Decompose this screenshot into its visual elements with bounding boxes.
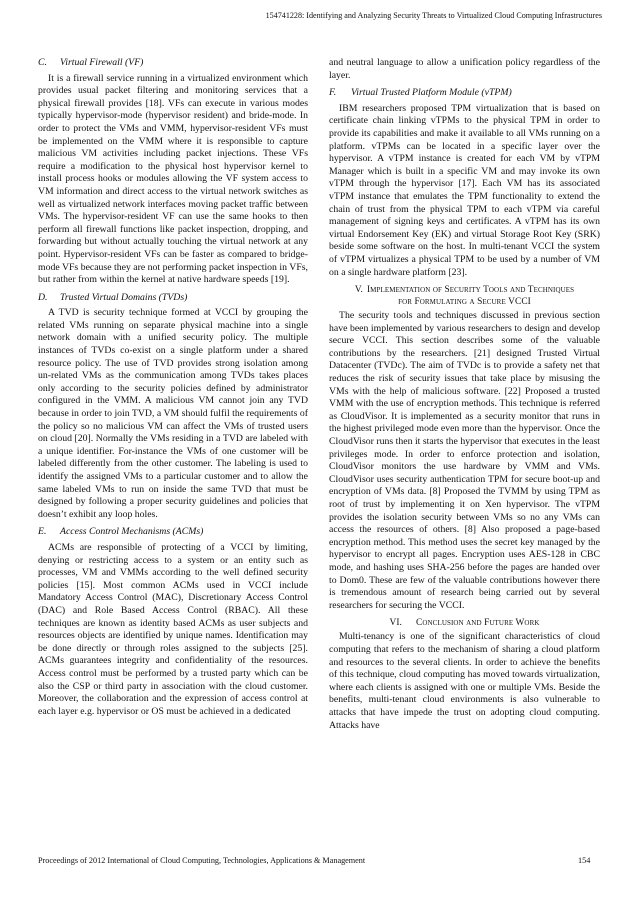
subsection-heading-vf [38, 57, 308, 70]
section-number: VI. [389, 618, 403, 629]
subsection-title: Virtual Trusted Platform Module (vTPM) [351, 87, 512, 99]
subsection-label: F. [329, 87, 337, 99]
section-heading-5 [329, 284, 600, 308]
section-title-line2: for Formulating a Secure VCCI [398, 297, 531, 308]
footer-proceedings: Proceedings of 2012 International of Cloud Computing, Technologies, Applications & Management [38, 856, 366, 865]
paragraph-acm: ACMs are responsible of protecting of a VCCI by limiting, denying or restricting access to a system or an entity such as processes, VM and VMMs according to the well defined security policies [15]. Most common ACMs used in VCCI include Mandatory Access Control (MAC), Discretionary Access Control (DAC) and Role Based Access Control (RBAC). All these techniques are known as identity based ACMs as user subjects and resources objects are identified by unique names. Identification may be done directly or through roles assigned to the subjects [25]. ACMs guarantees integrity and confidentiality of the resources. Access control must be performed by a trusted party which can be also the CSP or third party in association with the cloud customer. Moreover, the collaboration and the expression of access control at each layer e.g. hypervisor or OS must be achieved in a dedicated [38, 541, 308, 717]
paragraph-section6: Multi-tenancy is one of the significant characteristics of cloud computing that refers to the mechanism of sharing a cloud platform and resources to the several clients. In order to achieve the benefits of this technique, cloud computing has moved towards virtualization, where each clients is assigned with one or multiple VMs. Beside the benefits, multi-tenant cloud environments is also vulnerable to attacks that have impede the trust on adopting cloud computing. Attacks have [329, 631, 600, 731]
subsection-title: Access Control Mechanisms (ACMs) [60, 526, 204, 538]
page-number: 154 [578, 856, 591, 865]
section-title-line1: Implementation of Security Tools and Techniques [366, 285, 575, 296]
subsection-label: C. [38, 57, 47, 68]
paragraph-continuation: and neutral language to allow a unification policy regardless of the layer. [329, 57, 600, 81]
running-head: 154741228: Identifying and Analyzing Security Threats to Virtualized Cloud Computing Infrastructures [265, 11, 602, 20]
paragraph-vf: It is a firewall service running in a virtualized environment which provides usual packet filtering and monitoring services that a physical firewall provides [18]. VFs can execute in various modes typically hypervisor-mode (hypervisor resident) and bride-mode. In order to protect the VMs and VMM, hypervisor-resident VFs must be implemented on the VMM where it is responsible to capture malicious VM activities including packet injections. These VFs require a modification to the physical host hypervisor kernel to install process hooks or modules allowing the VF system access to VM information and direct access to the virtual network switches as well as virtualized network interfaces moving packet traffic between VMs. The hypervisor-resident VF can use the same hooks to then perform all firewall functions like packet inspection, dropping, and forwarding but without actually touching the virtual network at any point. Hypervisor-resident VFs can be faster as compared to bridge-mode VFs because they are not performing packet inspection in VFs, but rather from within the kernel at native hardware speeds [19]. [38, 72, 308, 286]
subsection-title: Virtual Firewall (VF) [60, 57, 144, 68]
subsection-heading-acm [38, 526, 308, 539]
right-column [329, 57, 600, 732]
paragraph-vtpm: IBM researchers proposed TPM virtualization that is based on certificate chain linking vTPMs to the physical TPM in order to provide its capabilities and make it available to all VMs running on a platform. vTPMs can be located in a specific layer over the hypervisor. A vTPM instance is created for each VM by vTPM Manager which is built in a specific VM and may invoke its own vTPM through the hypervisor [17]. Each VM has its associated vTPM instance that emulates the TPM functionality to extend the chain of trust from the physical TPM to each vTPM via careful management of signing keys and certificates. A vTPM has its own virtual Endorsement Key (EK) and virtual Storage Root Key (SRK) beside some software on the host. In multi-tenant VCCI the system of vTPM virtualizes a physical TPM to be used by a number of VM on a single hardware platform [23]. [329, 102, 600, 278]
left-column [38, 57, 308, 718]
subsection-label: E. [38, 526, 47, 538]
section-heading-6 [329, 617, 600, 629]
subsection-title: Trusted Virtual Domains (TVDs) [60, 291, 188, 303]
paragraph-tvd: A TVD is security technique formed at VCCI by grouping the related VMs running on separate physical machine into a single network domain with a unified security policy. The multiple instances of TVDs co-exist on a single platform under a shared resource policy. The use of TVD provides strong isolation among un-related VMs as the communication among TVDs takes places only according to the security policies defined by administrator configured in the VMM. A malicious VM cannot join any TVD because in order to join TVD, a VM should fulfil the requirements of the policy so no malicious VM can affect the VMs of trusted users on cloud [20]. Normally the VMs residing in a TVD are labeled with a unique identifier. For-instance the VMs of one customer will be labeled differently from the other customer. The labeling is used to identify the assigned VMs to a particular customer and to allow the same labeled VMs to run on inside the same TVD that must be designed by following a proper security guidelines and policies that doesn’t exhibit any loop holes. [38, 307, 308, 520]
section-title: Conclusion and Future Work [416, 618, 540, 629]
subsection-heading-tvd [38, 292, 308, 305]
section-number: V. [354, 285, 363, 296]
paragraph-section5: The security tools and techniques discussed in previous section have been implemented by various researchers to design and develop secure VCCI. This section describes some of the valuable contributions by the researchers. [21] designed Trusted Virtual Datacenter (TVDc). The aim of TVDc is to provide a safety net that reduces the risk of security issues that take place by misusing the VMs with the help of malicious software. [22] Proposed a trusted VMM with the use of encryption methods. This technique is referred as CloudVisor. It is implemented as a security monitor that runs in the highest privileged mode even more than the hypervisor. Once the CloudVisor runs then it starts the hypervisor that executes in the least privileges mode. In order to enforce protection and isolation, CloudVisor monitors the use hardware by VMM and VMs. CloudVisor uses security authentication TPM for secure boot-up and encryption of VMs data. [8] Proposed the TVMM by using TPM as root of trust by implementing it on Xen hypervisor. The vTPM provides the isolation security between VMs so no any VMs can access the resources of others. [8] Also proposed a page-based encryption method. This method uses the secret key managed by the hypervisor to encrypt all pages. Encryption uses AES-128 in CBC mode, and hashing uses SHA-256 before the pages are handed over to Dom0. These are few of the valuable contributions however there is tremendous amount of research being carried out by several researchers for securing the VCCI. [329, 310, 600, 611]
subsection-label: D. [38, 291, 48, 303]
subsection-heading-vtpm [329, 87, 600, 100]
